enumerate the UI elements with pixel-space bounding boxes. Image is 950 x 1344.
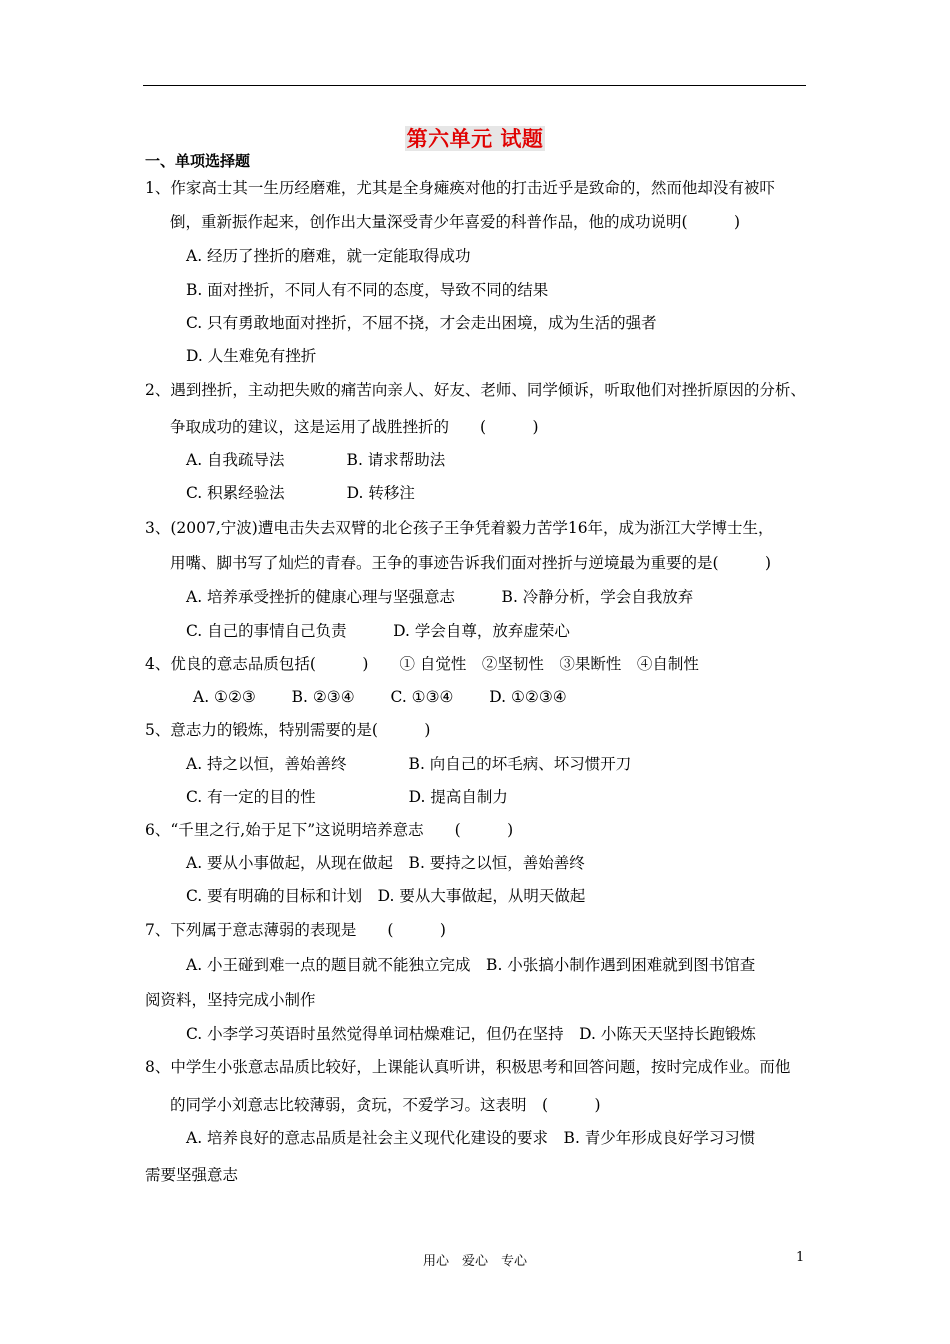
question-4-line-1: 4、优良的意志品质包括( ) ① 自觉性 ②坚韧性 ③果断性 ④自制性 (145, 655, 699, 673)
question-8-line-1: 8、中学生小张意志品质比较好，上课能认真听讲，积极思考和回答问题，按时完成作业。而他 (145, 1058, 791, 1076)
question-2-options-ab: A. 自我疏导法 B. 请求帮助法 (186, 451, 446, 469)
question-1-option-c: C. 只有勇敢地面对挫折，不屈不挠，才会走出困境，成为生活的强者 (186, 314, 657, 332)
page-number: 1 (796, 1250, 805, 1265)
question-3-options-cd: C. 自己的事情自己负责 D. 学会自尊，放弃虚荣心 (186, 622, 570, 640)
question-7-options-cd: C. 小李学习英语时虽然觉得单词枯燥难记，但仍在坚持 D. 小陈天天坚持长跑锻炼 (186, 1025, 756, 1043)
footer-motto: 用心 爱心 专心 (422, 1254, 527, 1269)
question-4-options: A. ①②③ B. ②③④ C. ①③④ D. ①②③④ (193, 688, 567, 706)
question-2-line-2: 争取成功的建议，这是运用了战胜挫折的 ( ) (170, 418, 539, 436)
question-7-options-ab-cont: 阅资料，坚持完成小制作 (145, 991, 316, 1009)
question-2-options-cd: C. 积累经验法 D. 转移注 (186, 484, 415, 502)
question-7-options-ab: A. 小王碰到难一点的题目就不能独立完成 B. 小张搞小制作遇到困难就到图书馆查 (186, 956, 756, 974)
question-5-options-ab: A. 持之以恒，善始善终 B. 向自己的坏毛病、坏习惯开刀 (186, 755, 632, 773)
page-title-wrap (0, 123, 950, 153)
question-1-option-d: D. 人生难免有挫折 (186, 347, 317, 365)
question-3-options-ab: A. 培养承受挫折的健康心理与坚强意志 B. 冷静分析，学会自我放弃 (186, 588, 694, 606)
question-8-line-2: 的同学小刘意志比较薄弱，贪玩，不爱学习。这表明 ( ) (170, 1096, 601, 1114)
question-1-option-a: A. 经历了挫折的磨难，就一定能取得成功 (186, 247, 471, 265)
question-1-option-b: B. 面对挫折，不同人有不同的态度，导致不同的结果 (186, 281, 549, 299)
question-8-options-ab: A. 培养良好的意志品质是社会主义现代化建设的要求 B. 青少年形成良好学习习惯 (186, 1129, 756, 1147)
question-3-line-1: 3、(2007,宁波)遭电击失去双臂的北仑孩子王争凭着毅力苦学16年，成为浙江大学博士生， (145, 519, 774, 537)
question-1-line-1: 1、作家高士其一生历经磨难，尤其是全身瘫痪对他的打击近乎是致命的，然而他却没有被吓 (145, 179, 775, 197)
question-8-options-ab-cont: 需要坚强意志 (145, 1166, 239, 1184)
question-1-line-2: 倒，重新振作起来，创作出大量深受青少年喜爱的科普作品，他的成功说明( ) (170, 213, 741, 231)
page-title: 第六单元 试题 (406, 126, 544, 151)
question-5-options-cd: C. 有一定的目的性 D. 提高自制力 (186, 788, 508, 806)
header-rule (143, 85, 806, 86)
section-heading: 一、单项选择题 (145, 152, 251, 170)
question-6-line-1: 6、“千里之行,始于足下”这说明培养意志 ( ) (145, 821, 514, 839)
question-6-options-ab: A. 要从小事做起，从现在做起 B. 要持之以恒，善始善终 (186, 854, 585, 872)
question-7-line-1: 7、下列属于意志薄弱的表现是 ( ) (145, 921, 446, 939)
question-6-options-cd: C. 要有明确的目标和计划 D. 要从大事做起，从明天做起 (186, 887, 586, 905)
question-2-line-1: 2、遇到挫折，主动把失败的痛苦向亲人、好友、老师、同学倾诉，听取他们对挫折原因的分析、 (145, 381, 806, 399)
question-3-line-2: 用嘴、脚书写了灿烂的青春。王争的事迹告诉我们面对挫折与逆境最为重要的是( ) (170, 554, 772, 572)
question-5-line-1: 5、意志力的锻炼，特别需要的是( ) (145, 721, 431, 739)
